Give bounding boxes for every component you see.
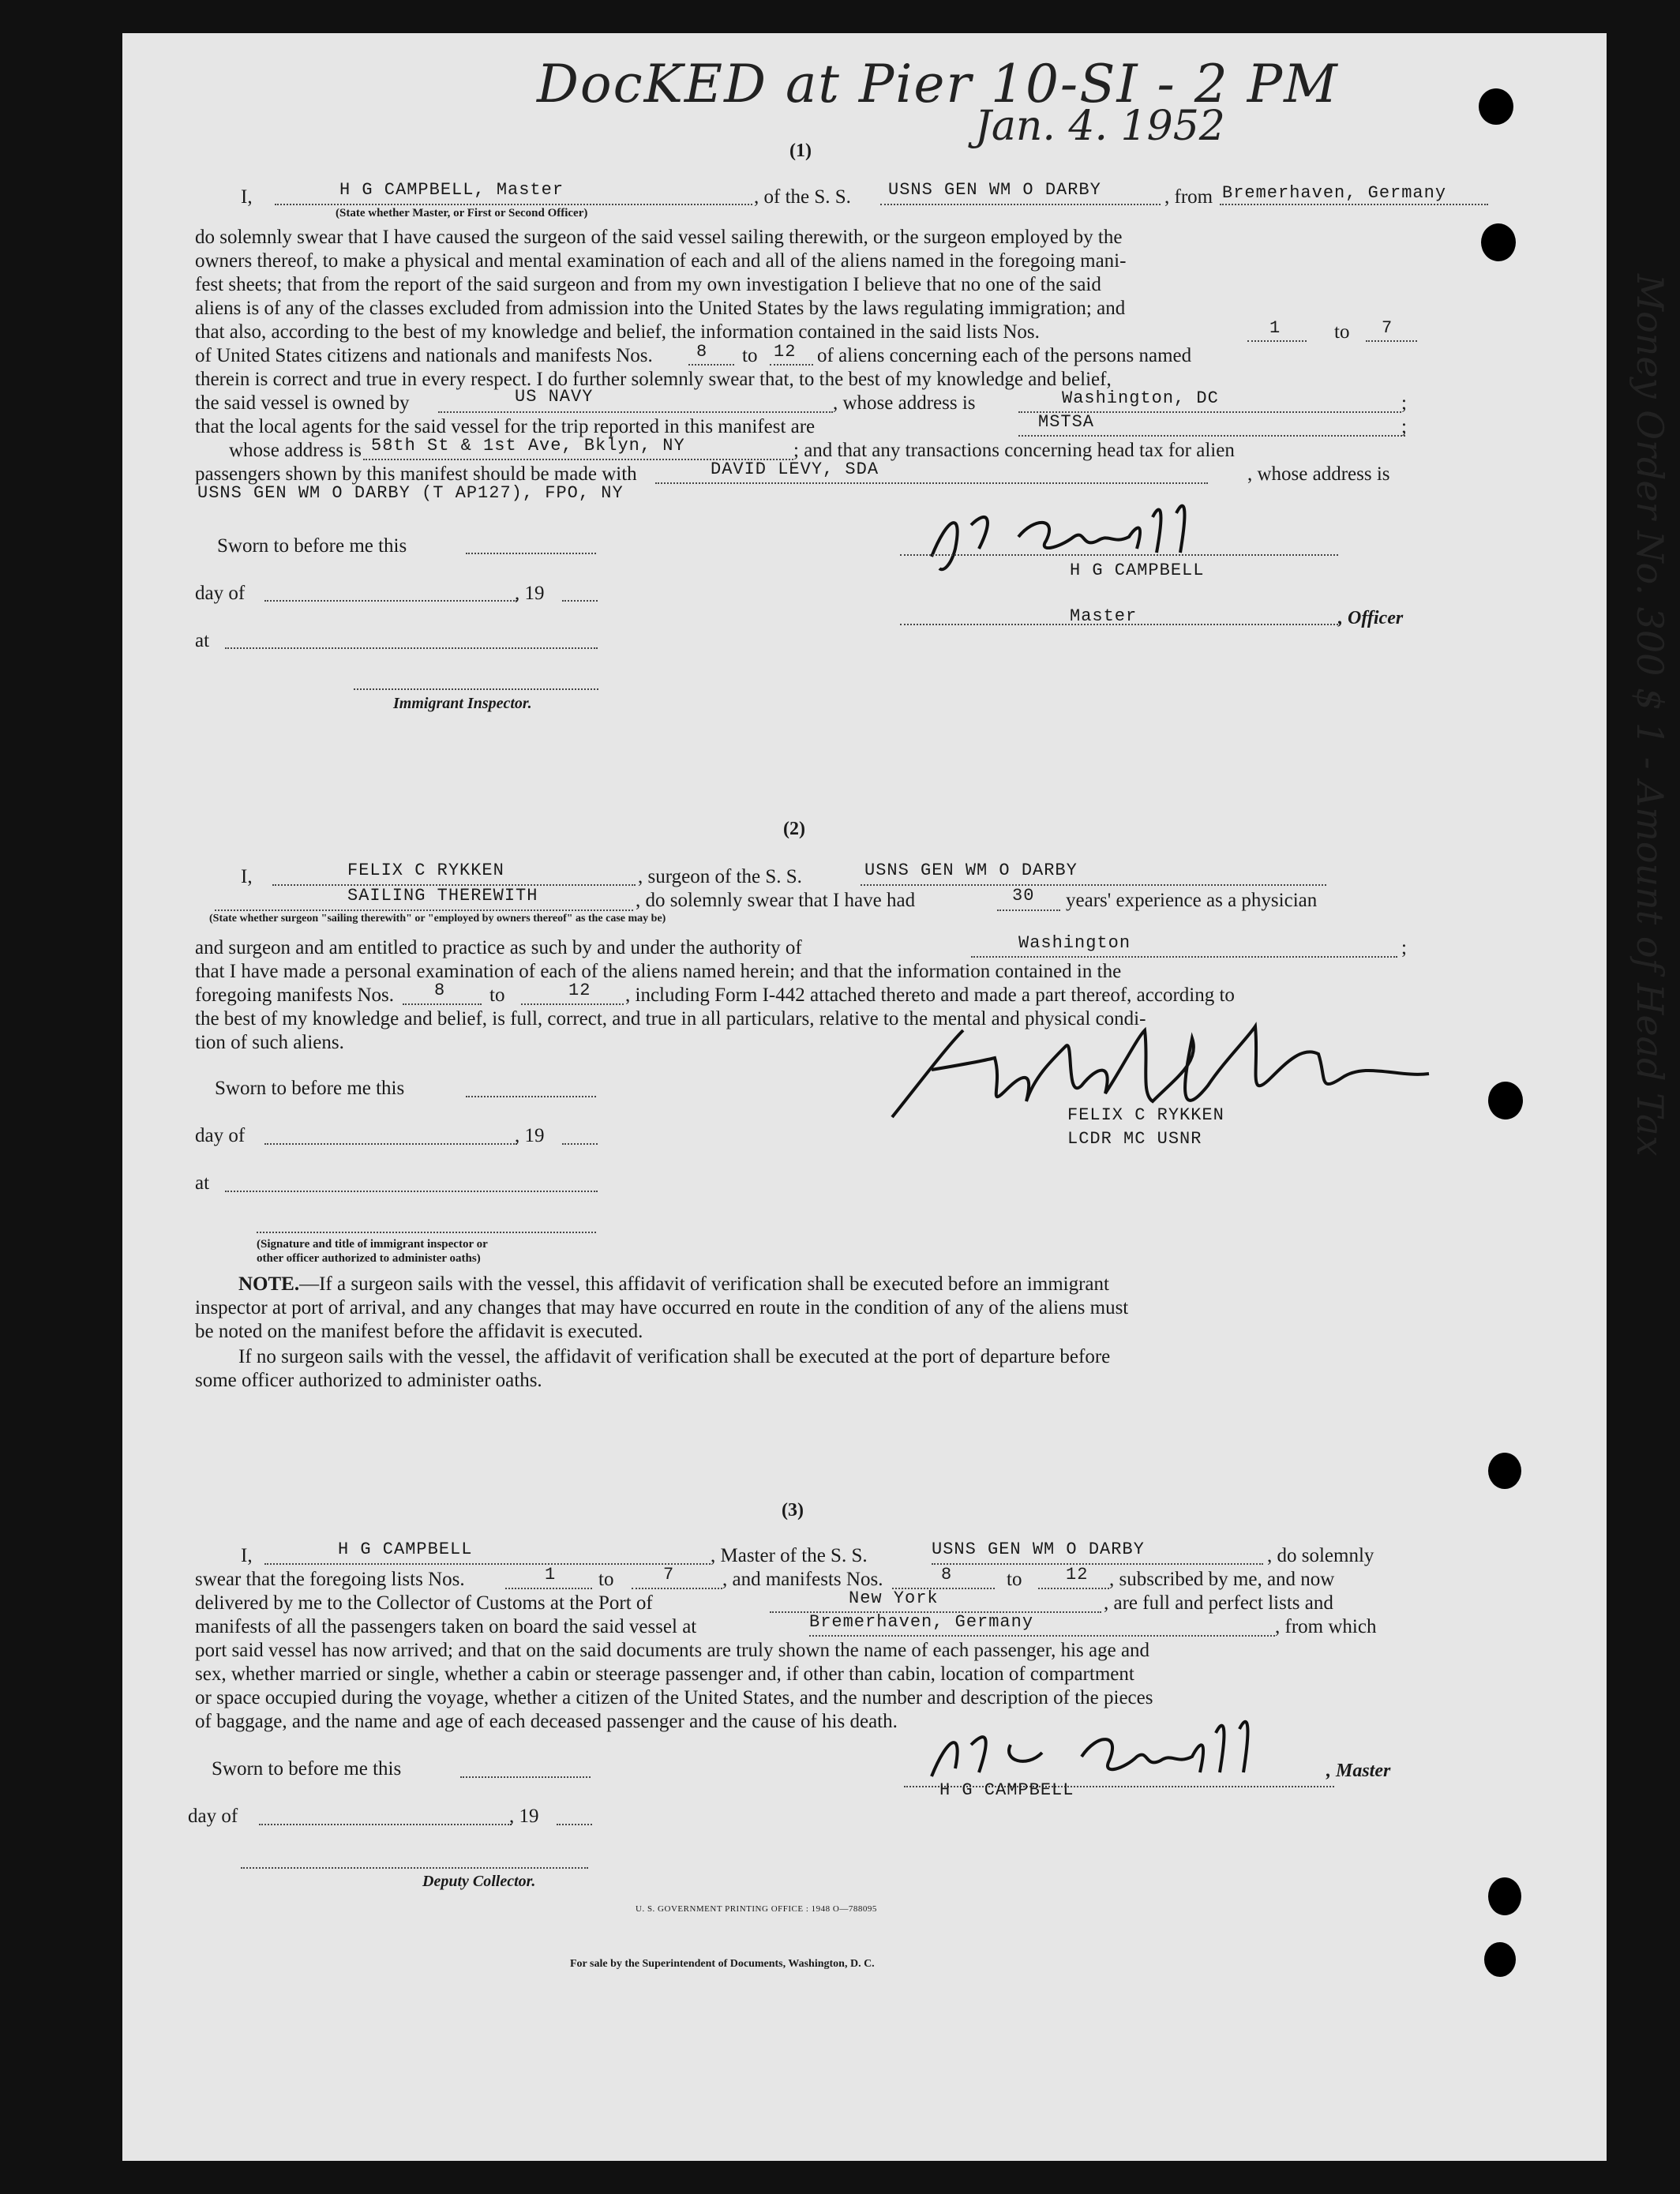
label-to: to	[1334, 321, 1350, 343]
label-to: to	[742, 345, 758, 366]
label-foregoing: foregoing manifests Nos.	[195, 984, 395, 1006]
list-to-field: 7	[1382, 318, 1393, 338]
surgeon-manifest-to: 12	[568, 981, 591, 1000]
at-label: at	[195, 630, 210, 651]
years-field: 30	[1012, 886, 1035, 906]
field-line	[438, 411, 833, 413]
label-i: I,	[241, 1545, 253, 1566]
day-of-label: day of	[195, 583, 246, 604]
binder-hole	[1479, 88, 1513, 125]
label-to: to	[489, 984, 505, 1006]
label-full-lists: , are full and perfect lists and	[1104, 1592, 1333, 1614]
field-line	[557, 1824, 592, 1825]
day-of-label: day of	[195, 1125, 246, 1146]
surgeon-name-field: FELIX C RYKKEN	[347, 861, 504, 880]
section-number: (3)	[782, 1500, 804, 1521]
field-line	[259, 1824, 512, 1825]
field-line	[264, 600, 517, 602]
semicolon: ;	[1401, 937, 1407, 958]
body-line: port said vessel has now arrived; and that on the said documents are truly shown the name of each passenger, his age and	[195, 1640, 1150, 1661]
day-of-label: day of	[188, 1806, 238, 1827]
field-line	[861, 884, 1326, 886]
field-line	[1220, 204, 1488, 205]
handwritten-margin-note: Money Order No. 300 $ 1 - Amount of Head Tax	[1629, 274, 1671, 1157]
label-swear: , do solemnly swear that I have had	[636, 890, 916, 911]
collector-caption: Deputy Collector.	[422, 1873, 536, 1890]
surgeon-manifest-from: 8	[434, 981, 446, 1000]
label-passengers: passengers shown by this manifest should be made with	[195, 463, 637, 485]
field-line	[403, 1003, 482, 1005]
agents-address-field: 58th St & 1st Ave, Bklyn, NY	[371, 436, 685, 456]
master3-signer: H G CAMPBELL	[939, 1780, 1074, 1800]
master-title: Master	[1070, 606, 1138, 626]
label-i: I,	[241, 866, 253, 887]
field-line	[562, 1143, 598, 1145]
note-line: inspector at port of arrival, and any changes that may have occurred en route in the condition of any of the aliens must	[195, 1297, 1129, 1318]
label-address: , whose address is	[833, 392, 976, 414]
label-i: I,	[241, 186, 253, 208]
field-line	[655, 482, 1208, 484]
body-line: fest sheets; that from the report of the said surgeon and from my own investigation I believe that no one of the said	[195, 274, 1101, 295]
label-swear-lists: swear that the foregoing lists Nos.	[195, 1569, 465, 1590]
label-agents-address: whose address is	[229, 440, 362, 461]
body-line: the best of my knowledge and belief, is full, correct, and true in all particulars, relative to the mental and physical condi-	[195, 1008, 1146, 1029]
field-line	[460, 1776, 591, 1778]
master-suffix: , Master	[1326, 1761, 1391, 1781]
field-line	[900, 554, 1338, 556]
field-line	[632, 1588, 722, 1589]
label-solemnly: , do solemnly	[1267, 1545, 1374, 1566]
sworn-label: Sworn to before me this	[215, 1078, 405, 1099]
label-to: to	[598, 1569, 614, 1590]
label-manifests-of: manifests of all the passengers taken on board the said vessel at	[195, 1616, 697, 1637]
owner-field: US NAVY	[515, 387, 594, 407]
field-line	[932, 1563, 1263, 1565]
note-label: NOTE.	[238, 1273, 300, 1295]
label-and-manifests: , and manifests Nos.	[722, 1569, 883, 1590]
note-line: be noted on the manifest before the affidavit is executed.	[195, 1321, 643, 1342]
master3-name-field: H G CAMPBELL	[338, 1540, 473, 1559]
headtax-address-field: USNS GEN WM O DARBY (T AP127), FPO, NY	[197, 483, 624, 503]
handwritten-date-note: Jan. 4. 1952	[975, 103, 1225, 150]
label-to: to	[1007, 1569, 1022, 1590]
field-line	[257, 1232, 596, 1233]
signature-hint: other officer authorized to administer oaths)	[257, 1252, 481, 1265]
sailing-hint: (State whether surgeon "sailing therewith" or "employed by owners thereof" as the case may be)	[209, 913, 666, 924]
printing-office: U. S. GOVERNMENT PRINTING OFFICE : 1948 O—788095	[636, 1904, 877, 1914]
label-of-ss: , of the S. S.	[754, 186, 851, 208]
label-subscribed: , subscribed by me, and now	[1109, 1569, 1335, 1590]
officer-label: , Officer	[1338, 608, 1404, 628]
binder-hole	[1488, 1453, 1521, 1489]
body-line: that I have made a personal examination of each of the aliens named herein; and that the information contained in the	[195, 961, 1122, 982]
label-agents: that the local agents for the said vessel for the trip reported in this manifest are	[195, 416, 816, 437]
year-label: , 19	[515, 1125, 545, 1146]
label-whose-address: , whose address is	[1247, 463, 1390, 485]
body-line: of aliens concerning each of the persons named	[817, 345, 1192, 366]
field-line	[215, 909, 633, 911]
inspector-caption: Immigrant Inspector.	[393, 695, 532, 712]
surgeon-signer-title: LCDR MC USNR	[1067, 1129, 1202, 1149]
field-line	[971, 956, 1397, 958]
handwritten-docked-note: DocKED at Pier 10-SI - 2 PM	[537, 54, 1339, 114]
agents-field: MSTSA	[1038, 412, 1095, 432]
body-line: owners thereof, to make a physical and mental examination of each and all of the aliens named in the foregoing mani-	[195, 250, 1127, 272]
authority-field: Washington	[1018, 933, 1131, 953]
sworn-label: Sworn to before me this	[212, 1758, 402, 1780]
body-line: do solemnly swear that I have caused the surgeon of the said vessel sailing therewith, or the surgeon employed by the	[195, 227, 1123, 248]
body-line: therein is correct and true in every respect. I do further solemnly swear that, to the best of my knowledge and belief,	[195, 369, 1112, 390]
binder-hole	[1488, 1082, 1523, 1120]
vessel-field: USNS GEN WM O DARBY	[888, 180, 1101, 200]
note-line: some officer authorized to administer oaths.	[195, 1370, 542, 1391]
binder-hole	[1484, 1942, 1516, 1977]
field-line	[466, 1096, 596, 1097]
field-line	[241, 1867, 588, 1869]
field-line	[1247, 340, 1307, 342]
manifest-from-field: 8	[696, 342, 708, 362]
semicolon: ;	[1401, 392, 1407, 414]
section-number: (2)	[783, 819, 805, 839]
field-line	[264, 1563, 711, 1565]
field-line	[880, 204, 1161, 205]
body-line: , including Form I-442 attached thereto and made a part thereof, according to	[625, 984, 1235, 1006]
from-port-field: Bremerhaven, Germany	[1222, 183, 1447, 203]
sworn-label: Sworn to before me this	[217, 535, 407, 557]
body-line: tion of such aliens.	[195, 1032, 344, 1053]
for-sale-note: For sale by the Superintendent of Documents, Washington, D. C.	[570, 1958, 875, 1970]
body-line: that also, according to the best of my knowledge and belief, the information contained in the said lists Nos.	[195, 321, 1040, 343]
field-line	[1366, 340, 1417, 342]
body-line: or space occupied during the voyage, whether a citizen of the United States, and the number and description of the pieces	[195, 1687, 1153, 1708]
field-line	[688, 364, 734, 366]
section-number: (1)	[789, 141, 812, 161]
label-delivered: delivered by me to the Collector of Customs at the Port of	[195, 1592, 653, 1614]
owner-address-field: Washington, DC	[1062, 388, 1219, 408]
field-line	[354, 688, 598, 690]
signature-hint: (Signature and title of immigrant inspector or	[257, 1238, 488, 1251]
field-line	[505, 1588, 592, 1589]
note-text: —If a surgeon sails with the vessel, this affidavit of verification shall be executed before an immigrant	[299, 1273, 1109, 1295]
vessel3-field: USNS GEN WM O DARBY	[932, 1540, 1145, 1559]
field-line	[275, 204, 752, 205]
surgeon-signer-name: FELIX C RYKKEN	[1067, 1105, 1224, 1125]
label-owned: the said vessel is owned by	[195, 392, 410, 414]
field-line	[1038, 1588, 1109, 1589]
boarded-at-field: Bremerhaven, Germany	[809, 1612, 1034, 1632]
body-line: sex, whether married or single, whether a cabin or steerage passenger and, if other than cabin, location of compartment	[195, 1663, 1134, 1685]
note-line	[238, 1273, 1109, 1296]
label-master-of: , Master of the S. S.	[711, 1545, 868, 1566]
manifest3-to: 12	[1066, 1565, 1089, 1585]
label-surgeon-of: , surgeon of the S. S.	[638, 866, 802, 887]
manifest3-from: 8	[941, 1565, 953, 1585]
year-label: , 19	[509, 1806, 539, 1827]
year-label: , 19	[515, 583, 545, 604]
master-hint: (State whether Master, or First or Second Officer)	[336, 207, 588, 219]
semicolon: ;	[1401, 416, 1407, 437]
field-line	[521, 1003, 624, 1005]
list3-to: 7	[663, 1565, 675, 1585]
binder-hole	[1488, 1877, 1521, 1915]
field-line	[770, 364, 813, 366]
field-line	[1018, 435, 1405, 437]
sailing-field: SAILING THEREWITH	[347, 886, 538, 906]
field-line	[562, 600, 598, 602]
manifest-to-field: 12	[774, 342, 797, 362]
list-from-field: 1	[1269, 318, 1281, 338]
surgeon-vessel-field: USNS GEN WM O DARBY	[864, 861, 1078, 880]
body-line: of baggage, and the name and age of each deceased passenger and the cause of his death.	[195, 1711, 898, 1732]
label-authority: and surgeon and am entitled to practice as such by and under the authority of	[195, 937, 802, 958]
body-line: of United States citizens and nationals and manifests Nos.	[195, 345, 653, 366]
body-line: aliens is of any of the classes excluded from admission into the United States by the laws regulating immigration; and	[195, 298, 1126, 319]
field-line	[225, 647, 598, 649]
master-signer-name: H G CAMPBELL	[1070, 561, 1205, 580]
master-name-field: H G CAMPBELL, Master	[339, 180, 564, 200]
note-line: If no surgeon sails with the vessel, the affidavit of verification shall be executed at the port of departure before	[238, 1346, 1111, 1367]
label-experience: years' experience as a physician	[1066, 890, 1318, 911]
label-from: , from	[1164, 186, 1213, 208]
field-line	[264, 1143, 517, 1145]
port-field: New York	[849, 1588, 939, 1608]
field-line	[809, 1635, 1275, 1637]
headtax-contact-field: DAVID LEVY, SDA	[711, 459, 879, 479]
body-line: ; and that any transactions concerning head tax for alien	[793, 440, 1235, 461]
binder-hole	[1481, 223, 1516, 261]
list3-from: 1	[545, 1565, 557, 1585]
field-line	[225, 1191, 598, 1192]
at-label: at	[195, 1172, 210, 1194]
label-from-which: , from which	[1275, 1616, 1377, 1637]
field-line	[997, 909, 1060, 911]
field-line	[466, 553, 596, 554]
